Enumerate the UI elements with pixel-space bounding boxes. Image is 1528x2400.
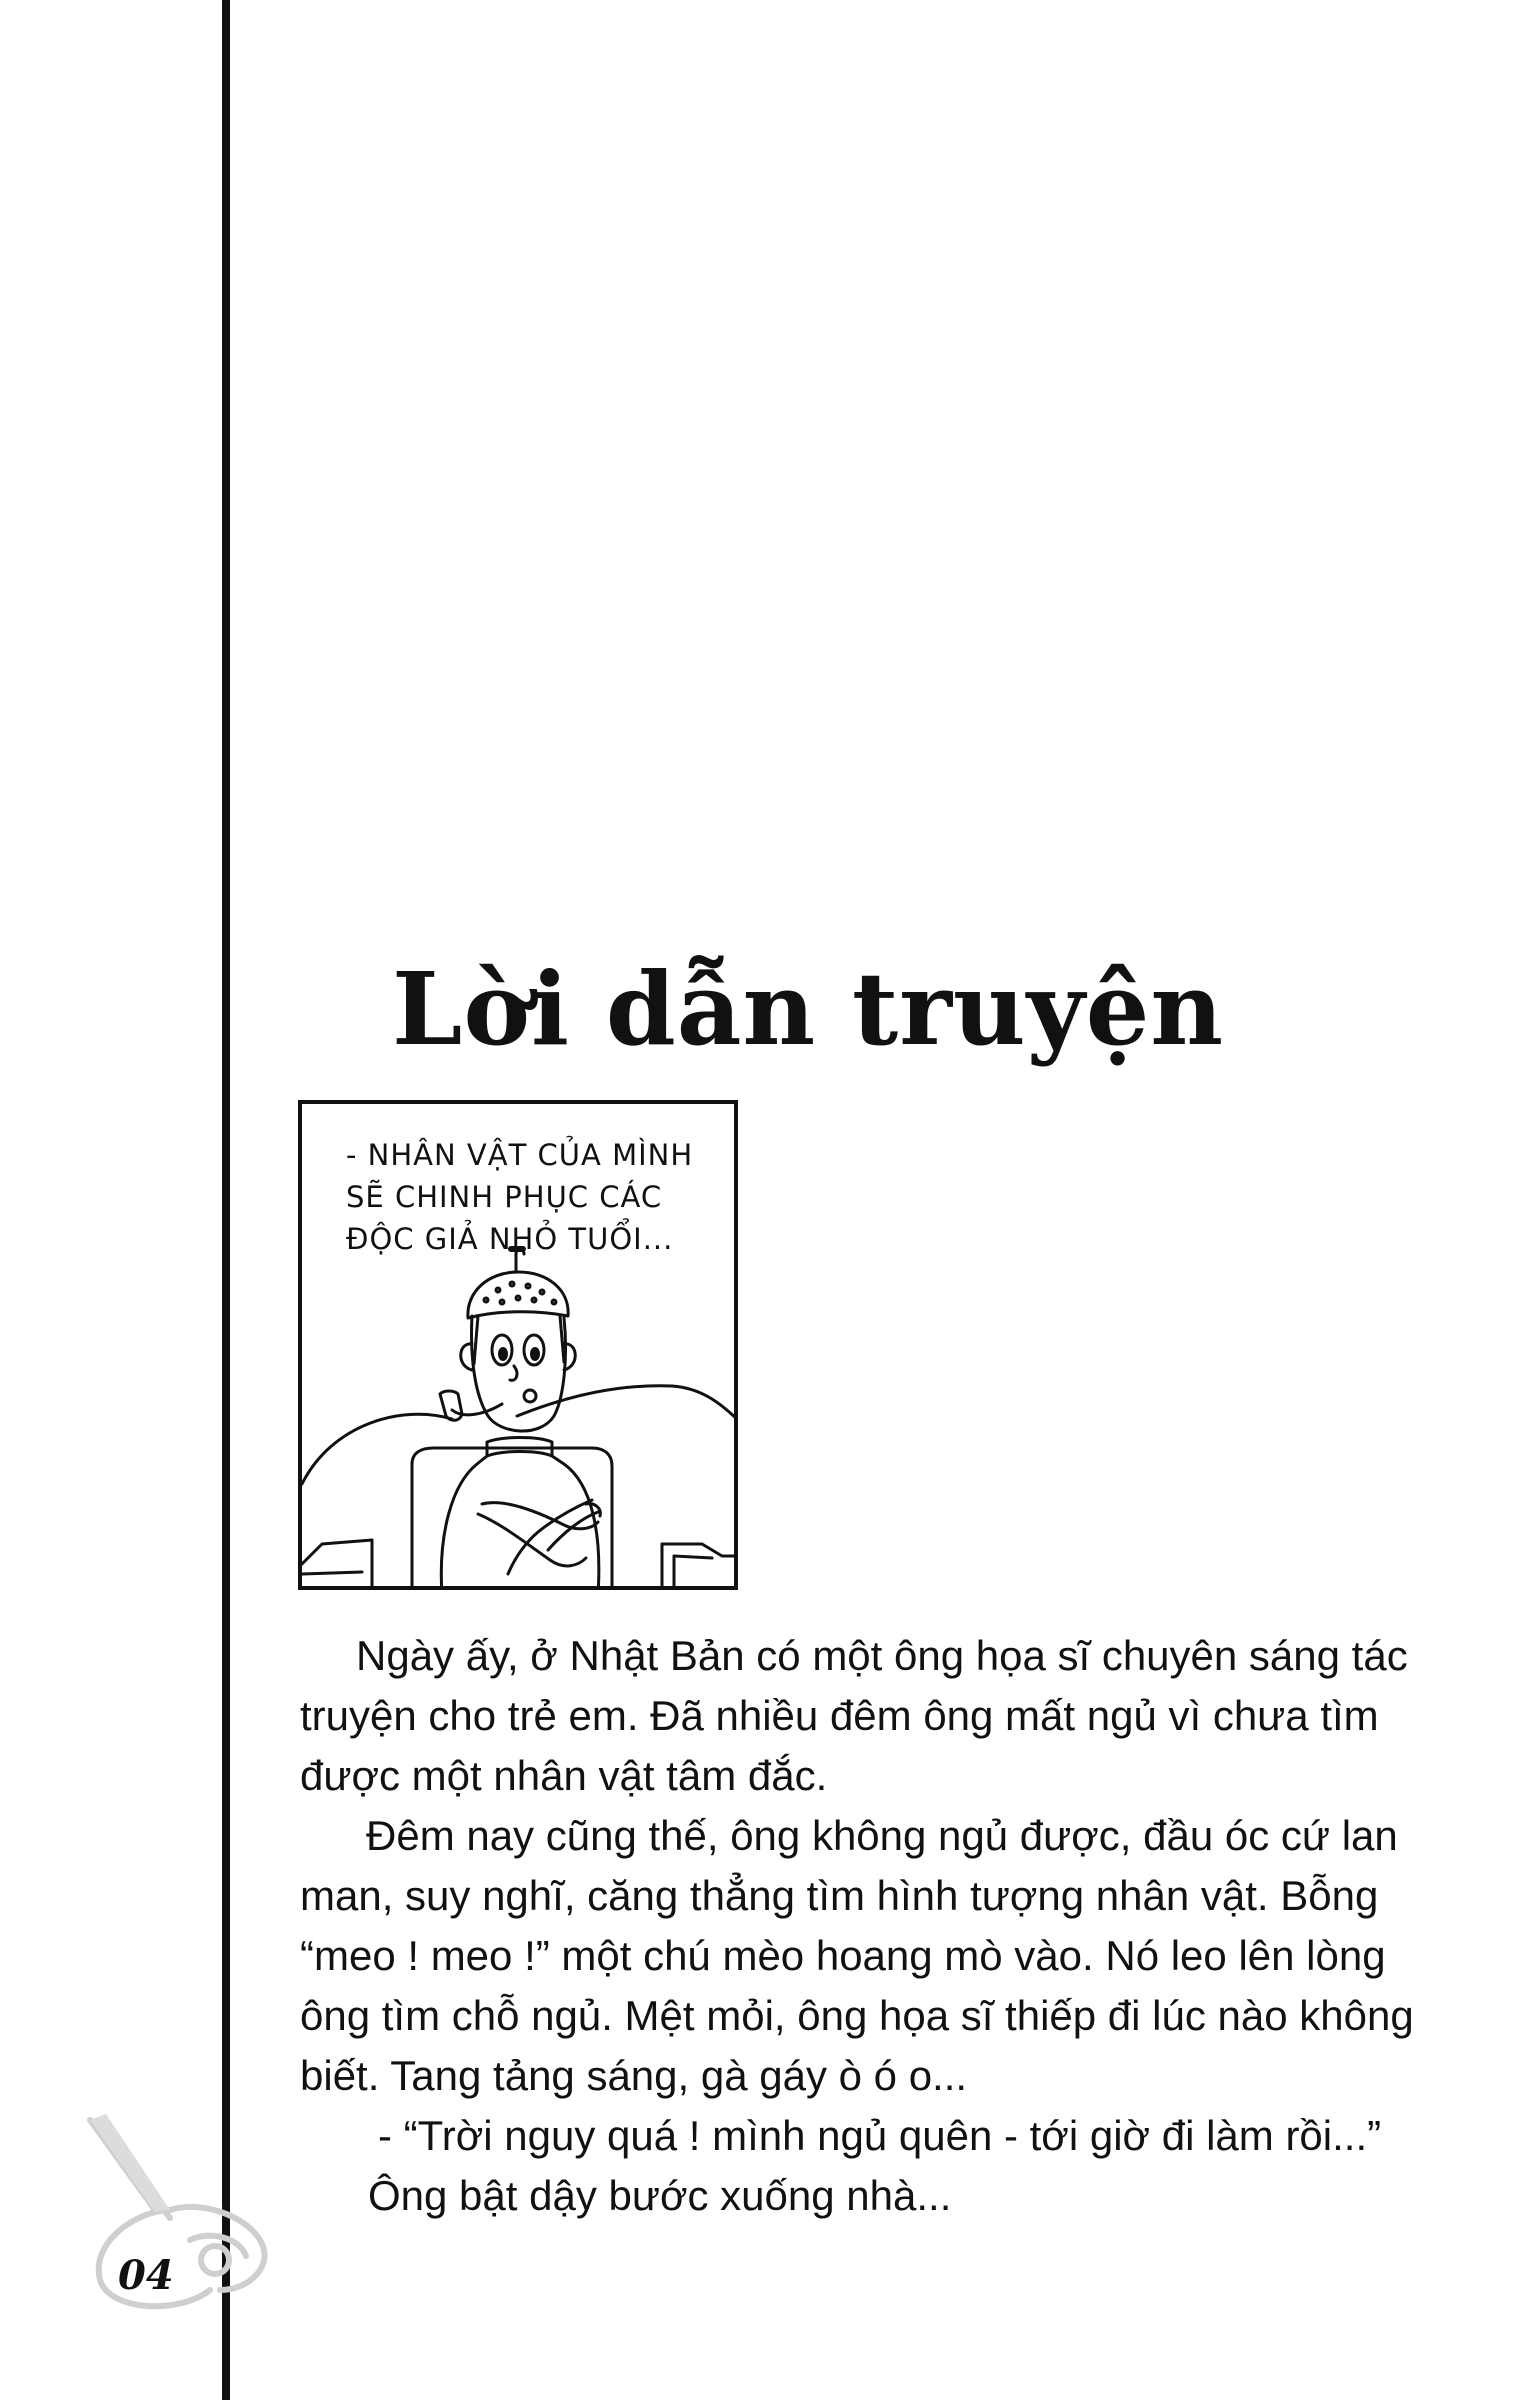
story-body bbox=[300, 1626, 1448, 2226]
paragraph-4: Ông bật dậy bước xuống nhà... bbox=[368, 2172, 952, 2219]
page-spine-line bbox=[222, 0, 230, 2400]
speech-text: - NHÂN VẬT CỦA MÌNH SẼ CHINH PHỤC CÁC ĐỘC GIẢ NHỎ TUỔI... bbox=[346, 1138, 694, 1256]
comic-panel bbox=[298, 1100, 738, 1590]
paragraph-3: - “Trời nguy quá ! mình ngủ quên - tới giờ đi làm rồi...” bbox=[378, 2112, 1382, 2159]
page-title: Lời dẫn truyện bbox=[392, 950, 1225, 1068]
page-number: 04 bbox=[118, 2252, 174, 2299]
paragraph-1: Ngày ấy, ở Nhật Bản có một ông họa sĩ chuyên sáng tác truyện cho trẻ em. Đã nhiều đêm ông mất ngủ vì chưa tìm được một nhân vật tâm đắc. bbox=[300, 1632, 1408, 1799]
doraemon-watermark-icon bbox=[70, 2100, 300, 2320]
paragraph-2: Đêm nay cũng thế, ông không ngủ được, đầu óc cứ lan man, suy nghĩ, căng thẳng tìm hình tượng nhân vật. Bỗng “meo ! meo !” một chú mèo hoang mò vào. Nó leo lên lòng ông tìm chỗ ngủ. Mệt mỏi, ông họa sĩ thiếp đi lúc nào không biết. Tang tảng sáng, gà gáy ò ó o... bbox=[300, 1812, 1414, 2099]
